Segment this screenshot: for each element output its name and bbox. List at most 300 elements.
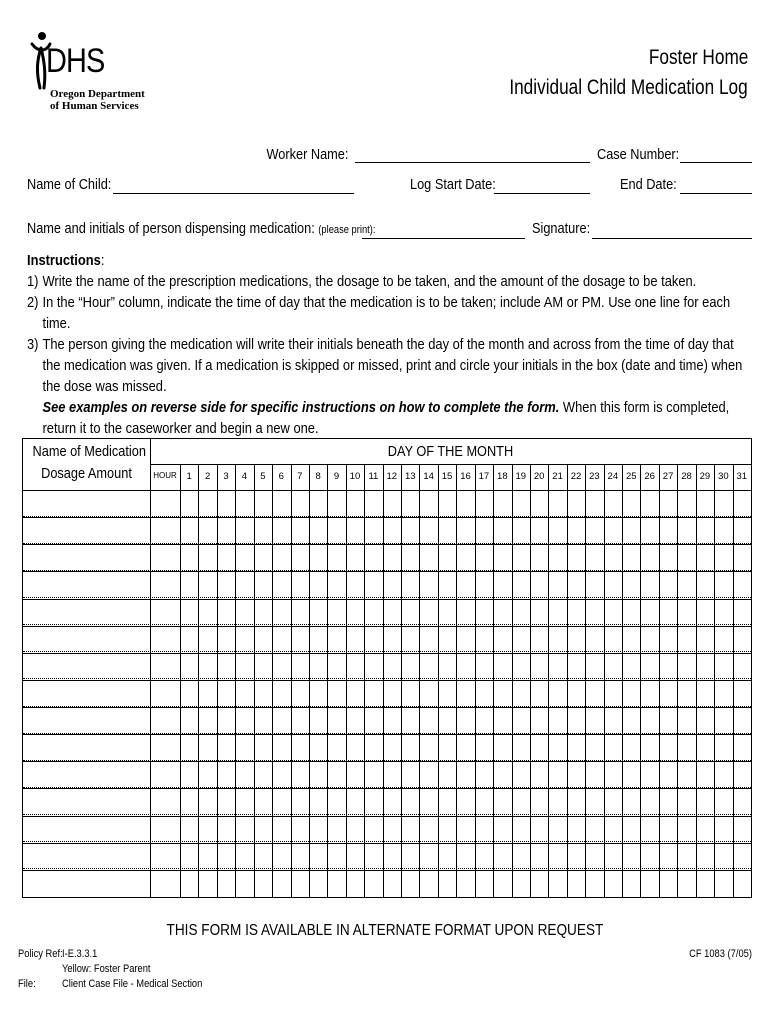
day-cell[interactable] [456,707,474,734]
day-cell[interactable] [383,626,401,653]
day-cell[interactable] [677,680,695,707]
day-cell[interactable] [567,626,585,653]
day-cell[interactable] [622,843,640,870]
day-cell[interactable] [364,761,382,788]
day-cell[interactable] [327,626,345,653]
day-cell[interactable] [640,734,658,761]
day-cell[interactable] [475,626,493,653]
medication-cell[interactable] [23,707,150,734]
day-cell[interactable] [198,761,216,788]
day-cell[interactable] [530,490,548,517]
day-cell[interactable] [567,490,585,517]
day-cell[interactable] [604,788,622,815]
day-cell[interactable] [456,544,474,571]
day-cell[interactable] [235,490,253,517]
day-cell[interactable] [346,734,364,761]
day-cell[interactable] [272,788,290,815]
day-cell[interactable] [364,517,382,544]
day-cell[interactable] [272,571,290,598]
hour-cell[interactable] [150,734,180,761]
day-cell[interactable] [272,626,290,653]
day-cell[interactable] [567,571,585,598]
day-cell[interactable] [346,544,364,571]
day-cell[interactable] [512,626,530,653]
day-cell[interactable] [217,490,235,517]
day-cell[interactable] [291,544,309,571]
day-cell[interactable] [180,680,198,707]
day-cell[interactable] [272,653,290,680]
day-cell[interactable] [659,599,677,626]
day-cell[interactable] [512,734,530,761]
medication-cell[interactable] [23,571,150,598]
day-cell[interactable] [291,517,309,544]
day-cell[interactable] [456,870,474,897]
day-cell[interactable] [548,653,566,680]
hour-cell[interactable] [150,599,180,626]
day-cell[interactable] [198,707,216,734]
day-cell[interactable] [567,653,585,680]
day-cell[interactable] [438,680,456,707]
day-cell[interactable] [272,517,290,544]
day-cell[interactable] [346,490,364,517]
medication-cell[interactable] [23,490,150,517]
day-cell[interactable] [714,734,732,761]
day-cell[interactable] [733,870,751,897]
day-cell[interactable] [180,761,198,788]
day-cell[interactable] [217,870,235,897]
day-cell[interactable] [677,816,695,843]
day-cell[interactable] [327,843,345,870]
day-cell[interactable] [622,870,640,897]
day-cell[interactable] [585,788,603,815]
day-cell[interactable] [585,680,603,707]
day-cell[interactable] [622,680,640,707]
day-cell[interactable] [640,843,658,870]
day-cell[interactable] [604,816,622,843]
day-cell[interactable] [640,544,658,571]
day-cell[interactable] [456,490,474,517]
day-cell[interactable] [198,653,216,680]
log-start-date-field[interactable] [494,193,590,194]
day-cell[interactable] [475,517,493,544]
day-cell[interactable] [659,517,677,544]
day-cell[interactable] [493,517,511,544]
day-cell[interactable] [383,680,401,707]
day-cell[interactable] [254,544,272,571]
day-cell[interactable] [346,816,364,843]
day-cell[interactable] [401,870,419,897]
medication-cell[interactable] [23,599,150,626]
day-cell[interactable] [567,517,585,544]
day-cell[interactable] [198,680,216,707]
day-cell[interactable] [254,517,272,544]
day-cell[interactable] [604,707,622,734]
day-cell[interactable] [548,870,566,897]
day-cell[interactable] [548,626,566,653]
day-cell[interactable] [346,653,364,680]
day-cell[interactable] [383,788,401,815]
day-cell[interactable] [493,788,511,815]
day-cell[interactable] [383,734,401,761]
day-cell[interactable] [530,517,548,544]
day-cell[interactable] [640,626,658,653]
day-cell[interactable] [198,788,216,815]
day-cell[interactable] [493,653,511,680]
day-cell[interactable] [419,788,437,815]
day-cell[interactable] [419,816,437,843]
day-cell[interactable] [475,490,493,517]
day-cell[interactable] [604,680,622,707]
day-cell[interactable] [217,816,235,843]
day-cell[interactable] [677,734,695,761]
day-cell[interactable] [493,843,511,870]
day-cell[interactable] [512,870,530,897]
day-cell[interactable] [180,843,198,870]
day-cell[interactable] [567,870,585,897]
day-cell[interactable] [291,761,309,788]
case-number-field[interactable] [680,162,752,163]
day-cell[interactable] [217,599,235,626]
day-cell[interactable] [640,490,658,517]
day-cell[interactable] [567,599,585,626]
hour-cell[interactable] [150,707,180,734]
day-cell[interactable] [640,653,658,680]
day-cell[interactable] [401,544,419,571]
day-cell[interactable] [235,761,253,788]
hour-cell[interactable] [150,843,180,870]
day-cell[interactable] [180,626,198,653]
hour-cell[interactable] [150,626,180,653]
day-cell[interactable] [567,761,585,788]
day-cell[interactable] [272,816,290,843]
day-cell[interactable] [254,680,272,707]
day-cell[interactable] [714,870,732,897]
day-cell[interactable] [401,816,419,843]
day-cell[interactable] [309,788,327,815]
day-cell[interactable] [493,734,511,761]
day-cell[interactable] [272,490,290,517]
day-cell[interactable] [512,653,530,680]
day-cell[interactable] [622,544,640,571]
day-cell[interactable] [659,816,677,843]
day-cell[interactable] [733,571,751,598]
day-cell[interactable] [291,599,309,626]
day-cell[interactable] [659,626,677,653]
day-cell[interactable] [291,816,309,843]
day-cell[interactable] [401,517,419,544]
day-cell[interactable] [714,788,732,815]
day-cell[interactable] [401,653,419,680]
day-cell[interactable] [622,571,640,598]
day-cell[interactable] [438,626,456,653]
day-cell[interactable] [493,626,511,653]
day-cell[interactable] [530,680,548,707]
day-cell[interactable] [640,599,658,626]
day-cell[interactable] [475,653,493,680]
day-cell[interactable] [180,653,198,680]
day-cell[interactable] [254,870,272,897]
day-cell[interactable] [419,707,437,734]
day-cell[interactable] [622,626,640,653]
day-cell[interactable] [327,680,345,707]
day-cell[interactable] [272,761,290,788]
day-cell[interactable] [604,870,622,897]
day-cell[interactable] [438,870,456,897]
day-cell[interactable] [677,653,695,680]
child-name-field[interactable] [113,193,354,194]
day-cell[interactable] [235,517,253,544]
day-cell[interactable] [493,816,511,843]
day-cell[interactable] [714,843,732,870]
day-cell[interactable] [180,870,198,897]
day-cell[interactable] [493,599,511,626]
day-cell[interactable] [733,517,751,544]
day-cell[interactable] [475,599,493,626]
day-cell[interactable] [677,517,695,544]
day-cell[interactable] [346,843,364,870]
day-cell[interactable] [419,734,437,761]
day-cell[interactable] [327,517,345,544]
medication-cell[interactable] [23,816,150,843]
day-cell[interactable] [493,707,511,734]
day-cell[interactable] [401,788,419,815]
day-cell[interactable] [622,599,640,626]
day-cell[interactable] [419,571,437,598]
day-cell[interactable] [217,626,235,653]
day-cell[interactable] [567,680,585,707]
day-cell[interactable] [733,788,751,815]
day-cell[interactable] [327,599,345,626]
day-cell[interactable] [309,843,327,870]
day-cell[interactable] [438,490,456,517]
medication-cell[interactable] [23,517,150,544]
day-cell[interactable] [659,734,677,761]
medication-cell[interactable] [23,870,150,897]
day-cell[interactable] [217,680,235,707]
day-cell[interactable] [180,707,198,734]
day-cell[interactable] [309,816,327,843]
day-cell[interactable] [714,653,732,680]
hour-cell[interactable] [150,517,180,544]
day-cell[interactable] [677,707,695,734]
day-cell[interactable] [677,544,695,571]
day-cell[interactable] [530,734,548,761]
end-date-field[interactable] [680,193,752,194]
day-cell[interactable] [309,653,327,680]
day-cell[interactable] [346,626,364,653]
day-cell[interactable] [512,843,530,870]
day-cell[interactable] [364,571,382,598]
day-cell[interactable] [604,843,622,870]
day-cell[interactable] [438,707,456,734]
day-cell[interactable] [456,626,474,653]
day-cell[interactable] [733,599,751,626]
day-cell[interactable] [677,490,695,517]
day-cell[interactable] [585,761,603,788]
day-cell[interactable] [254,707,272,734]
day-cell[interactable] [475,843,493,870]
day-cell[interactable] [640,870,658,897]
day-cell[interactable] [346,870,364,897]
day-cell[interactable] [677,626,695,653]
day-cell[interactable] [309,517,327,544]
day-cell[interactable] [217,571,235,598]
day-cell[interactable] [548,517,566,544]
day-cell[interactable] [327,870,345,897]
day-cell[interactable] [180,490,198,517]
day-cell[interactable] [585,653,603,680]
day-cell[interactable] [640,517,658,544]
day-cell[interactable] [585,544,603,571]
day-cell[interactable] [548,734,566,761]
day-cell[interactable] [659,843,677,870]
day-cell[interactable] [493,870,511,897]
day-cell[interactable] [456,843,474,870]
day-cell[interactable] [677,761,695,788]
day-cell[interactable] [714,680,732,707]
day-cell[interactable] [714,490,732,517]
day-cell[interactable] [493,490,511,517]
day-cell[interactable] [733,761,751,788]
day-cell[interactable] [419,761,437,788]
day-cell[interactable] [309,761,327,788]
day-cell[interactable] [346,788,364,815]
day-cell[interactable] [696,626,714,653]
day-cell[interactable] [475,680,493,707]
day-cell[interactable] [309,707,327,734]
day-cell[interactable] [235,816,253,843]
day-cell[interactable] [622,788,640,815]
day-cell[interactable] [512,816,530,843]
day-cell[interactable] [364,788,382,815]
day-cell[interactable] [401,843,419,870]
day-cell[interactable] [272,599,290,626]
day-cell[interactable] [512,517,530,544]
day-cell[interactable] [401,680,419,707]
day-cell[interactable] [548,599,566,626]
day-cell[interactable] [585,626,603,653]
day-cell[interactable] [401,571,419,598]
day-cell[interactable] [622,816,640,843]
day-cell[interactable] [677,843,695,870]
medication-cell[interactable] [23,680,150,707]
day-cell[interactable] [364,680,382,707]
day-cell[interactable] [659,571,677,598]
day-cell[interactable] [198,626,216,653]
day-cell[interactable] [456,680,474,707]
day-cell[interactable] [327,544,345,571]
day-cell[interactable] [604,490,622,517]
day-cell[interactable] [548,490,566,517]
day-cell[interactable] [733,653,751,680]
day-cell[interactable] [364,653,382,680]
day-cell[interactable] [180,571,198,598]
day-cell[interactable] [696,843,714,870]
day-cell[interactable] [438,761,456,788]
hour-cell[interactable] [150,816,180,843]
day-cell[interactable] [622,761,640,788]
day-cell[interactable] [604,734,622,761]
hour-cell[interactable] [150,490,180,517]
day-cell[interactable] [567,734,585,761]
day-cell[interactable] [585,734,603,761]
day-cell[interactable] [383,843,401,870]
signature-field[interactable] [592,238,752,239]
day-cell[interactable] [475,707,493,734]
day-cell[interactable] [604,544,622,571]
medication-cell[interactable] [23,843,150,870]
day-cell[interactable] [198,599,216,626]
day-cell[interactable] [383,544,401,571]
day-cell[interactable] [309,571,327,598]
day-cell[interactable] [291,680,309,707]
day-cell[interactable] [733,734,751,761]
day-cell[interactable] [254,761,272,788]
day-cell[interactable] [714,599,732,626]
day-cell[interactable] [180,544,198,571]
day-cell[interactable] [659,653,677,680]
day-cell[interactable] [419,490,437,517]
day-cell[interactable] [438,816,456,843]
day-cell[interactable] [548,571,566,598]
day-cell[interactable] [475,734,493,761]
day-cell[interactable] [714,571,732,598]
day-cell[interactable] [419,653,437,680]
day-cell[interactable] [493,680,511,707]
day-cell[interactable] [346,599,364,626]
day-cell[interactable] [309,626,327,653]
day-cell[interactable] [659,707,677,734]
day-cell[interactable] [401,490,419,517]
day-cell[interactable] [604,571,622,598]
day-cell[interactable] [696,870,714,897]
day-cell[interactable] [272,544,290,571]
day-cell[interactable] [456,571,474,598]
day-cell[interactable] [383,816,401,843]
day-cell[interactable] [714,761,732,788]
hour-cell[interactable] [150,680,180,707]
day-cell[interactable] [419,870,437,897]
day-cell[interactable] [659,761,677,788]
day-cell[interactable] [364,626,382,653]
day-cell[interactable] [512,490,530,517]
day-cell[interactable] [364,734,382,761]
day-cell[interactable] [180,816,198,843]
day-cell[interactable] [548,680,566,707]
day-cell[interactable] [272,734,290,761]
day-cell[interactable] [383,761,401,788]
day-cell[interactable] [456,816,474,843]
day-cell[interactable] [198,870,216,897]
day-cell[interactable] [659,544,677,571]
day-cell[interactable] [346,761,364,788]
day-cell[interactable] [235,626,253,653]
day-cell[interactable] [291,571,309,598]
day-cell[interactable] [327,816,345,843]
medication-cell[interactable] [23,653,150,680]
day-cell[interactable] [640,680,658,707]
day-cell[interactable] [585,571,603,598]
worker-name-field[interactable] [355,162,590,163]
day-cell[interactable] [733,707,751,734]
day-cell[interactable] [475,788,493,815]
day-cell[interactable] [548,761,566,788]
day-cell[interactable] [475,870,493,897]
day-cell[interactable] [383,517,401,544]
day-cell[interactable] [198,571,216,598]
day-cell[interactable] [364,599,382,626]
day-cell[interactable] [383,599,401,626]
